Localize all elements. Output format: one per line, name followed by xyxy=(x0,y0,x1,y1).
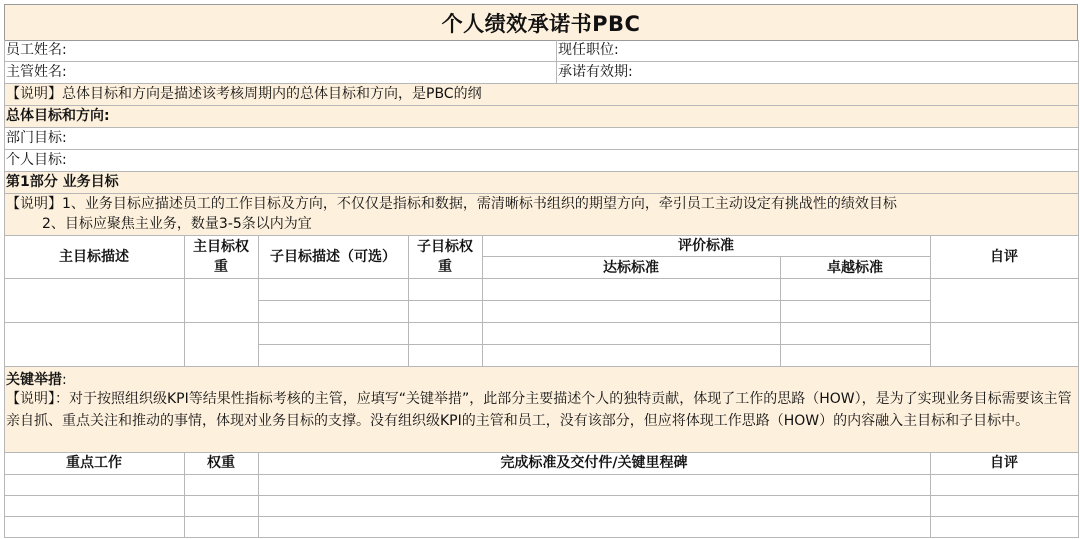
hdr-self-eval: 自评 xyxy=(990,249,1018,265)
part1-note-line1: 【说明】1、业务目标应描述员工的工作目标及方向，不仅仅是指标和数据，需清晰标书组织的期望方向，牵引员工主动设定有挑战性的绩效目标 xyxy=(6,196,897,212)
hdr-ka-self-eval: 自评 xyxy=(990,455,1018,471)
grid-line xyxy=(4,171,1078,172)
hdr-criteria: 评价标准 xyxy=(678,238,734,254)
key-actions-heading xyxy=(6,370,67,390)
grid-line xyxy=(4,40,1078,41)
grid-line xyxy=(4,495,1078,496)
grid-line xyxy=(4,366,1078,367)
part1-heading-band xyxy=(4,171,1078,193)
grid-line xyxy=(4,322,1078,323)
grid-line xyxy=(184,235,185,366)
grid-line xyxy=(258,344,930,345)
part1-note-line2: 2、目标应聚焦主业务，数量3-5条以内为宜 xyxy=(42,216,312,232)
hdr-main-desc: 主目标描述 xyxy=(59,249,129,265)
grid-line xyxy=(4,537,1078,538)
validity-label: 承诺有效期: xyxy=(558,64,633,80)
grid-line xyxy=(4,516,1078,517)
hdr-main-weight-2: 重 xyxy=(214,259,228,275)
position-label: 现任职位: xyxy=(558,42,619,58)
overall-heading: 总体目标和方向: xyxy=(6,108,110,124)
grid-line xyxy=(4,61,1078,62)
hdr-excellent: 卓越标准 xyxy=(827,260,883,276)
intro-note: 【说明】总体目标和方向是描述该考核周期内的总体目标和方向，是PBC的纲 xyxy=(6,86,482,102)
grid-line xyxy=(4,40,5,538)
hdr-main-weight-1: 主目标权 xyxy=(193,239,249,255)
grid-line xyxy=(482,256,930,257)
key-actions-colon: : xyxy=(62,372,67,388)
grid-line xyxy=(4,235,1078,236)
hdr-key-work: 重点工作 xyxy=(66,455,122,471)
grid-line xyxy=(1078,40,1079,538)
overall-heading-band xyxy=(4,105,1078,127)
grid-line xyxy=(4,149,1078,150)
manager-name-label: 主管姓名: xyxy=(6,64,67,80)
grid-line xyxy=(4,83,1078,84)
grid-line xyxy=(4,474,1078,475)
grid-line xyxy=(4,452,1078,453)
grid-line xyxy=(258,452,259,538)
hdr-deliverables: 完成标准及交付件/关键里程碑 xyxy=(500,455,688,471)
hdr-sub-weight-2: 重 xyxy=(438,259,452,275)
grid-line xyxy=(184,452,185,538)
grid-line xyxy=(482,235,483,366)
key-actions-heading-text: 关键举措 xyxy=(6,372,62,388)
grid-line xyxy=(258,300,930,301)
grid-line xyxy=(930,452,931,538)
grid-line xyxy=(780,256,781,366)
grid-line xyxy=(4,105,1078,106)
personal-goal-label: 个人目标: xyxy=(6,152,67,168)
grid-line xyxy=(4,193,1078,194)
grid-line xyxy=(556,40,557,83)
hdr-sub-desc: 子目标描述（可选） xyxy=(270,249,396,265)
title-band xyxy=(4,4,1078,40)
grid-line xyxy=(408,235,409,366)
key-actions-note: 【说明】：对于按照组织级KPI等结果性指标考核的主管，应填写“关键举措”，此部分主要描述个人的独特贡献，体现了工作的思路（HOW），是为了实现业务目标需要该主管亲自抓、重点关注和推动的事情，体现对业务目标的支撑。没有组织级KPI的主管和员工，没有该部分，但应将体现工作思路（HOW）的内容融入主目标和子目标中。 xyxy=(6,391,1072,429)
part1-heading: 第1部分 业务目标 xyxy=(6,174,119,190)
grid-line xyxy=(4,127,1078,128)
grid-line xyxy=(4,278,1078,279)
hdr-standard: 达标标准 xyxy=(603,260,659,276)
dept-goal-label: 部门目标: xyxy=(6,130,67,146)
grid-line xyxy=(258,235,259,366)
hdr-sub-weight-1: 子目标权 xyxy=(417,239,473,255)
page-title: 个人绩效承诺书PBC xyxy=(441,11,641,36)
employee-name-label: 员工姓名: xyxy=(6,42,67,58)
grid-line xyxy=(930,235,931,366)
hdr-weight: 权重 xyxy=(207,455,235,471)
